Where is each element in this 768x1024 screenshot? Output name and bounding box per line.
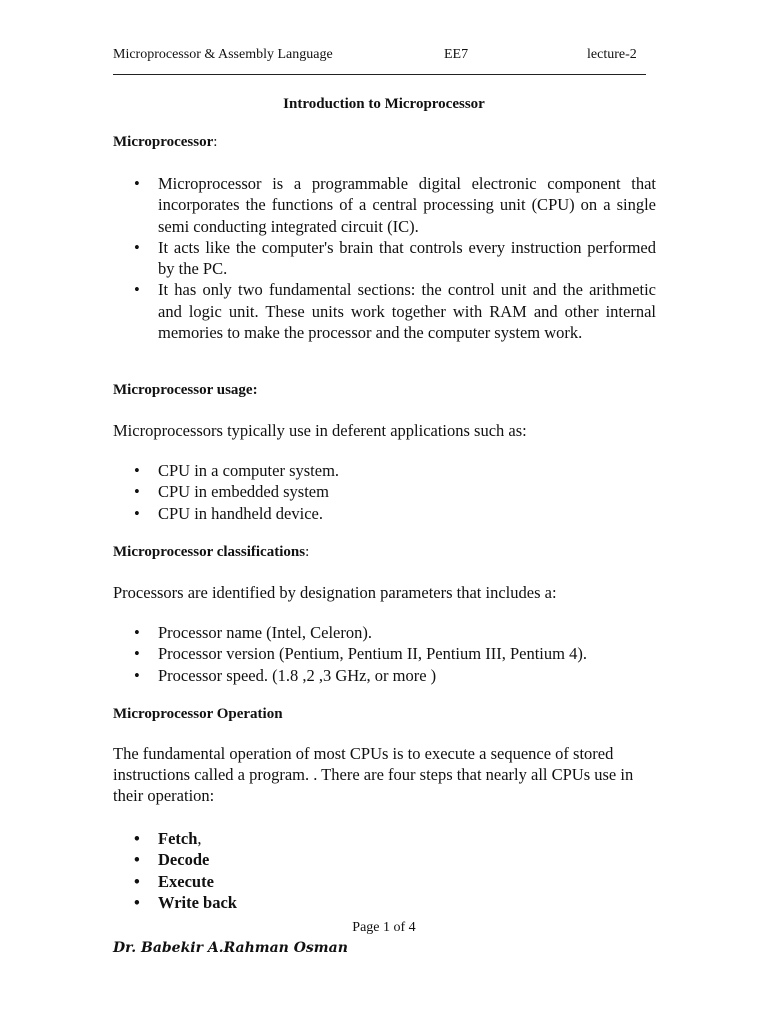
header-code: EE7 [444, 47, 469, 62]
operation-intro: The fundamental operation of most CPUs is to execute a sequence of stored instructions called a program. . There are four steps that nearly all CPUs use in their operation: [113, 744, 634, 805]
list-item: • Processor version (Pentium, Pentium II, Pentium III, Pentium 4). [113, 643, 656, 664]
list-item: • CPU in a computer system. [113, 460, 656, 481]
list-item: • Processor name (Intel, Celeron). [113, 622, 656, 643]
heading-usage: Microprocessor usage: [113, 382, 258, 398]
page-title: Introduction to Microprocessor [283, 96, 485, 112]
classifications-intro: Processors are identified by designation parameters that includes a: [113, 583, 557, 602]
heading-operation: Microprocessor Operation [113, 706, 283, 722]
microprocessor-list [113, 173, 656, 343]
list-item: • CPU in embedded system [113, 481, 656, 502]
list-item: • Processor speed. (1.8 ,2 ,3 GHz, or more ) [113, 665, 656, 686]
usage-intro: Microprocessors typically use in deferent applications such as: [113, 421, 527, 440]
list-item: • It acts like the computer's brain that controls every instruction performed by the PC. [113, 237, 656, 280]
list-item: • CPU in handheld device. [113, 503, 656, 524]
heading-classifications: Microprocessor classifications: [113, 544, 310, 560]
list-item: • It has only two fundamental sections: the control unit and the arithmetic and logic unit. These units work together with RAM and other internal memories to make the processor and the computer system work. [113, 279, 656, 343]
author-signature: Dr. Babekir A.Rahman Osman [113, 940, 348, 956]
header-lecture: lecture-2 [587, 47, 637, 62]
usage-list [113, 460, 656, 524]
list-item: • Decode [113, 849, 656, 870]
heading-microprocessor: Microprocessor: [113, 134, 218, 150]
page-number: Page 1 of 4 [352, 920, 416, 935]
list-item: • Execute [113, 871, 656, 892]
header-rule [113, 74, 646, 75]
operation-steps [113, 828, 656, 913]
classifications-list [113, 622, 656, 686]
list-item: • Write back [113, 892, 656, 913]
list-item: • Fetch, [113, 828, 656, 849]
list-item: • Microprocessor is a programmable digital electronic component that incorporates the functions of a central processing unit (CPU) on a single semi conducting integrated circuit (IC). [113, 173, 656, 237]
header-course: Microprocessor & Assembly Language [113, 47, 333, 62]
